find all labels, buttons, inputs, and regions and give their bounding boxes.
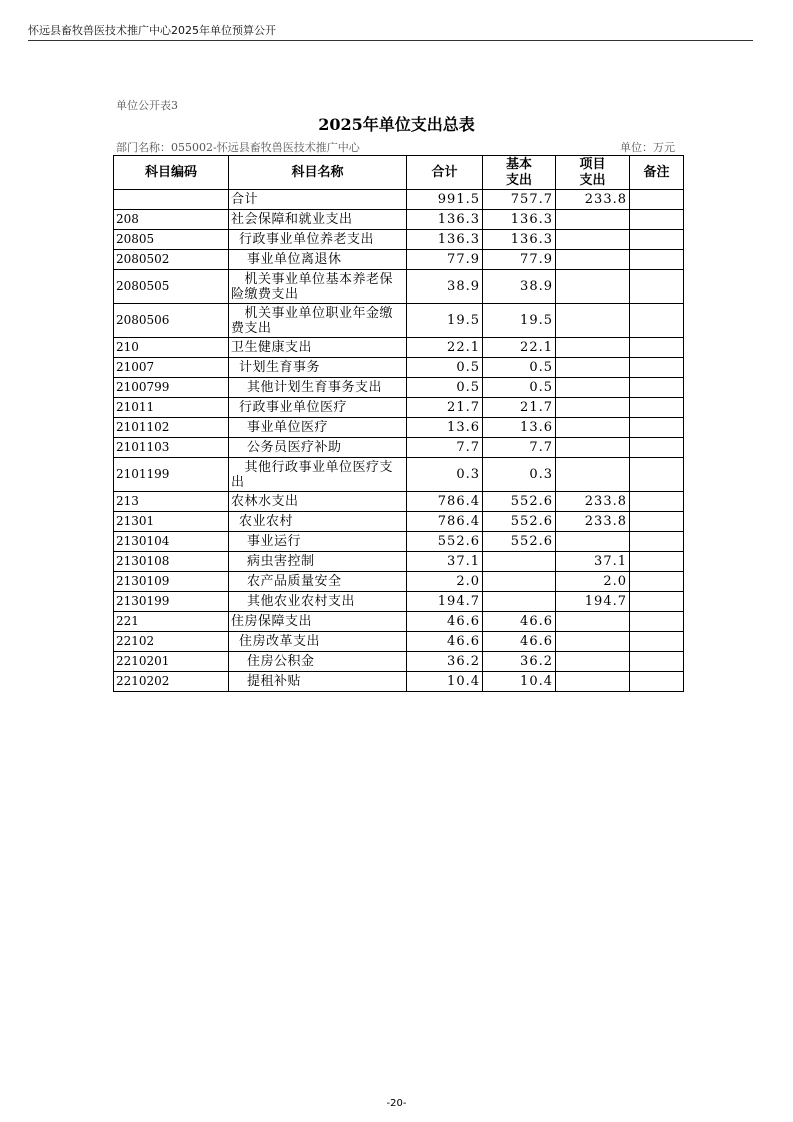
cell-project <box>556 210 630 230</box>
cell-total: 10.4 <box>407 672 483 692</box>
table-row <box>114 572 684 592</box>
cell-basic: 552.6 <box>483 492 556 512</box>
table-row <box>114 672 684 692</box>
cell-project: 37.1 <box>556 552 630 572</box>
cell-code: 210 <box>114 338 229 358</box>
cell-note <box>630 190 684 210</box>
cell-total: 46.6 <box>407 632 483 652</box>
header-basic <box>483 156 556 190</box>
cell-project: 233.8 <box>556 492 630 512</box>
cell-note <box>630 230 684 250</box>
page-number: -20- <box>386 1098 407 1109</box>
cell-total: 136.3 <box>407 230 483 250</box>
cell-project <box>556 632 630 652</box>
header-basic-line1: 基本 <box>505 156 532 172</box>
table-header-row <box>114 156 684 190</box>
cell-project <box>556 304 630 338</box>
cell-project <box>556 612 630 632</box>
header-project-line1: 项目 <box>579 156 606 172</box>
cell-project <box>556 438 630 458</box>
document-title: 2025年单位支出总表 <box>318 115 475 134</box>
header-code: 科目编码 <box>114 156 229 190</box>
table-row <box>114 492 684 512</box>
table-row <box>114 304 684 338</box>
cell-basic: 0.3 <box>483 458 556 492</box>
cell-code: 22102 <box>114 632 229 652</box>
header-name: 科目名称 <box>229 156 407 190</box>
cell-code: 20805 <box>114 230 229 250</box>
cell-note <box>630 592 684 612</box>
cell-note <box>630 652 684 672</box>
table-row <box>114 552 684 572</box>
table-row <box>114 398 684 418</box>
cell-total: 22.1 <box>407 338 483 358</box>
table-row <box>114 210 684 230</box>
cell-total: 0.5 <box>407 378 483 398</box>
cell-total: 552.6 <box>407 532 483 552</box>
table-row <box>114 270 684 304</box>
cell-code: 2080505 <box>114 270 229 304</box>
cell-total: 0.5 <box>407 358 483 378</box>
cell-total: 19.5 <box>407 304 483 338</box>
cell-basic: 0.5 <box>483 378 556 398</box>
cell-name: 行政事业单位医疗 <box>229 398 407 418</box>
cell-basic: 136.3 <box>483 210 556 230</box>
cell-code: 2080502 <box>114 250 229 270</box>
cell-name: 合计 <box>229 190 407 210</box>
cell-project <box>556 418 630 438</box>
header-project <box>556 156 630 190</box>
cell-name: 卫生健康支出 <box>229 338 407 358</box>
cell-total: 991.5 <box>407 190 483 210</box>
cell-project: 2.0 <box>556 572 630 592</box>
cell-total: 37.1 <box>407 552 483 572</box>
cell-name: 农产品质量安全 <box>229 572 407 592</box>
cell-name: 农林水支出 <box>229 492 407 512</box>
cell-code: 2130109 <box>114 572 229 592</box>
cell-name: 其他农业农村支出 <box>229 592 407 612</box>
table-row <box>114 592 684 612</box>
cell-note <box>630 418 684 438</box>
cell-basic: 38.9 <box>483 270 556 304</box>
cell-basic <box>483 572 556 592</box>
cell-code: 2100799 <box>114 378 229 398</box>
cell-project: 233.8 <box>556 190 630 210</box>
cell-basic: 19.5 <box>483 304 556 338</box>
cell-total: 36.2 <box>407 652 483 672</box>
cell-basic: 22.1 <box>483 338 556 358</box>
table-row <box>114 338 684 358</box>
cell-basic: 36.2 <box>483 652 556 672</box>
cell-note <box>630 612 684 632</box>
cell-total: 0.3 <box>407 458 483 492</box>
table-row <box>114 652 684 672</box>
cell-total: 786.4 <box>407 492 483 512</box>
cell-name-text: 其他行政事业单位医疗支出 <box>231 459 394 490</box>
cell-basic: 46.6 <box>483 632 556 652</box>
cell-note <box>630 358 684 378</box>
cell-total: 46.6 <box>407 612 483 632</box>
cell-note <box>630 672 684 692</box>
table-row <box>114 532 684 552</box>
cell-code: 2130199 <box>114 592 229 612</box>
cell-code: 2130108 <box>114 552 229 572</box>
cell-note <box>630 304 684 338</box>
cell-code: 2101199 <box>114 458 229 492</box>
running-header: 怀远县畜牧兽医技术推广中心2025年单位预算公开 <box>28 24 276 37</box>
cell-note <box>630 378 684 398</box>
cell-project <box>556 250 630 270</box>
cell-note <box>630 492 684 512</box>
cell-name: 事业单位离退休 <box>229 250 407 270</box>
cell-note <box>630 532 684 552</box>
cell-note <box>630 210 684 230</box>
cell-code: 208 <box>114 210 229 230</box>
cell-name: 其他计划生育事务支出 <box>229 378 407 398</box>
cell-basic: 552.6 <box>483 512 556 532</box>
cell-project <box>556 358 630 378</box>
cell-project: 194.7 <box>556 592 630 612</box>
cell-total: 77.9 <box>407 250 483 270</box>
cell-name <box>229 270 407 304</box>
cell-project: 233.8 <box>556 512 630 532</box>
cell-basic: 46.6 <box>483 612 556 632</box>
table-row <box>114 190 684 210</box>
cell-total: 786.4 <box>407 512 483 532</box>
cell-note <box>630 250 684 270</box>
cell-code: 2210202 <box>114 672 229 692</box>
cell-basic: 10.4 <box>483 672 556 692</box>
cell-code: 213 <box>114 492 229 512</box>
expenditure-table <box>113 155 684 692</box>
cell-total: 21.7 <box>407 398 483 418</box>
cell-note <box>630 458 684 492</box>
header-divider <box>28 40 753 41</box>
cell-basic: 0.5 <box>483 358 556 378</box>
cell-name: 行政事业单位养老支出 <box>229 230 407 250</box>
table-row <box>114 512 684 532</box>
cell-name: 事业运行 <box>229 532 407 552</box>
table-row <box>114 438 684 458</box>
cell-code: 221 <box>114 612 229 632</box>
cell-code <box>114 190 229 210</box>
cell-name: 计划生育事务 <box>229 358 407 378</box>
cell-basic: 136.3 <box>483 230 556 250</box>
table-row <box>114 378 684 398</box>
cell-project <box>556 458 630 492</box>
cell-name-text: 机关事业单位基本养老保险缴费支出 <box>231 271 394 302</box>
header-total: 合计 <box>407 156 483 190</box>
cell-code: 2130104 <box>114 532 229 552</box>
cell-name: 病虫害控制 <box>229 552 407 572</box>
cell-basic: 77.9 <box>483 250 556 270</box>
table-row <box>114 612 684 632</box>
header-note: 备注 <box>630 156 684 190</box>
cell-note <box>630 572 684 592</box>
table-row <box>114 458 684 492</box>
cell-total: 2.0 <box>407 572 483 592</box>
cell-code: 21011 <box>114 398 229 418</box>
cell-total: 194.7 <box>407 592 483 612</box>
cell-code: 21007 <box>114 358 229 378</box>
cell-basic <box>483 552 556 572</box>
unit-label: 单位：万元 <box>620 141 675 154</box>
department-name: 部门名称：055002-怀远县畜牧兽医技术推广中心 <box>116 141 360 154</box>
table-row <box>114 250 684 270</box>
cell-project <box>556 270 630 304</box>
cell-project <box>556 398 630 418</box>
cell-name-text: 机关事业单位职业年金缴费支出 <box>231 305 394 336</box>
cell-name: 住房公积金 <box>229 652 407 672</box>
cell-name: 提租补贴 <box>229 672 407 692</box>
cell-note <box>630 398 684 418</box>
cell-code: 2210201 <box>114 652 229 672</box>
cell-note <box>630 270 684 304</box>
table-row <box>114 358 684 378</box>
cell-basic: 757.7 <box>483 190 556 210</box>
cell-project <box>556 230 630 250</box>
cell-basic: 13.6 <box>483 418 556 438</box>
table-row <box>114 632 684 652</box>
cell-note <box>630 552 684 572</box>
table-row <box>114 418 684 438</box>
table-label: 单位公开表3 <box>116 99 178 112</box>
cell-name <box>229 304 407 338</box>
cell-project <box>556 532 630 552</box>
cell-total: 7.7 <box>407 438 483 458</box>
cell-code: 21301 <box>114 512 229 532</box>
cell-code: 2101103 <box>114 438 229 458</box>
cell-code: 2080506 <box>114 304 229 338</box>
cell-basic <box>483 592 556 612</box>
header-project-line2: 支出 <box>579 172 606 188</box>
cell-total: 38.9 <box>407 270 483 304</box>
cell-name: 住房改革支出 <box>229 632 407 652</box>
cell-code: 2101102 <box>114 418 229 438</box>
cell-total: 13.6 <box>407 418 483 438</box>
cell-name: 住房保障支出 <box>229 612 407 632</box>
cell-name: 社会保障和就业支出 <box>229 210 407 230</box>
cell-project <box>556 338 630 358</box>
cell-name: 农业农村 <box>229 512 407 532</box>
table-row <box>114 230 684 250</box>
cell-project <box>556 652 630 672</box>
cell-name: 事业单位医疗 <box>229 418 407 438</box>
cell-note <box>630 632 684 652</box>
cell-name: 公务员医疗补助 <box>229 438 407 458</box>
cell-basic: 7.7 <box>483 438 556 458</box>
cell-total: 136.3 <box>407 210 483 230</box>
cell-project <box>556 672 630 692</box>
cell-basic: 21.7 <box>483 398 556 418</box>
cell-note <box>630 438 684 458</box>
cell-note <box>630 338 684 358</box>
header-basic-line2: 支出 <box>505 172 532 188</box>
cell-basic: 552.6 <box>483 532 556 552</box>
cell-name <box>229 458 407 492</box>
cell-project <box>556 378 630 398</box>
cell-note <box>630 512 684 532</box>
